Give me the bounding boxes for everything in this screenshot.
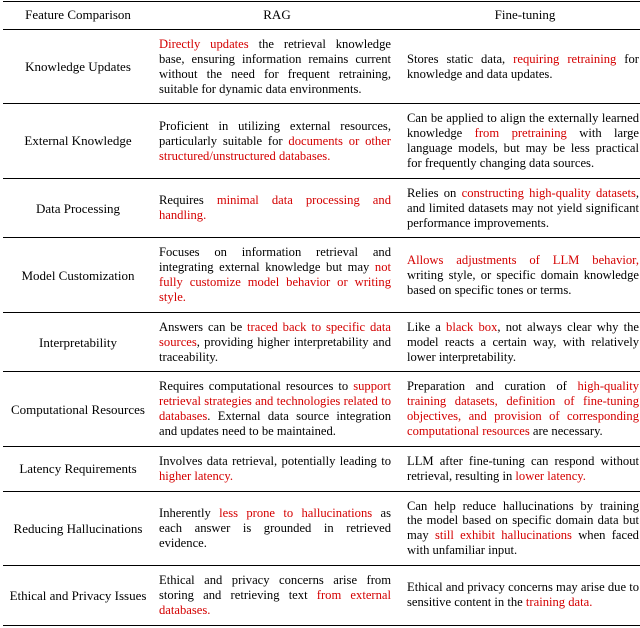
plain-text: Proficient in utilizing external resources, particularly suitable for xyxy=(159,118,391,148)
plain-text: for knowledge and data updates. xyxy=(407,51,639,81)
table-row xyxy=(3,312,640,372)
ft-cell xyxy=(401,30,640,104)
plain-text: Preparation and curation of xyxy=(407,379,578,394)
plain-text: Ethical and privacy concerns arise from storing and retrieving text xyxy=(159,573,391,602)
rag-cell xyxy=(153,104,401,178)
ft-cell xyxy=(401,491,640,565)
plain-text: Can help reduce hallucinations by training the model based on specific domain data but may xyxy=(407,498,639,543)
rag-cell xyxy=(153,30,401,104)
ft-cell xyxy=(401,104,640,178)
highlighted-text: still exhibit hallucinations xyxy=(434,528,572,543)
table-row xyxy=(3,104,640,178)
plain-text: Stores static data, xyxy=(407,51,514,66)
plain-text: Relies on xyxy=(407,185,462,200)
plain-text: . External data source integration and updates need to be maintained. xyxy=(159,409,391,439)
plain-text: Can be applied to align the externally learned knowledge xyxy=(407,111,639,141)
table-row xyxy=(3,491,640,565)
plain-text: Like a xyxy=(407,319,447,334)
plain-text: Inherently xyxy=(159,506,220,521)
plain-text: Focuses on information retrieval and integrating external knowledge but may xyxy=(159,245,391,275)
highlighted-text: Allows adjustments of LLM behavior, xyxy=(407,252,639,267)
feature-cell: Ethical and Privacy Issues xyxy=(9,587,147,603)
highlighted-text: not fully customize model behavior or writing style. xyxy=(159,260,391,305)
table-row xyxy=(3,238,640,312)
plain-text: when faced with unfamiliar input. xyxy=(407,528,639,558)
comparison-table xyxy=(3,1,640,626)
feature-cell: Computational Resources xyxy=(3,372,153,446)
highlighted-text: Directly updates xyxy=(159,37,249,51)
highlighted-text: from external databases. xyxy=(159,587,391,617)
table-row xyxy=(3,30,640,104)
highlighted-text: constructing high-quality datasets xyxy=(461,185,636,200)
plain-text: the retrieval knowledge base, ensuring information remains current without the need for frequent retraining, suitable for dynamic data environments. xyxy=(159,37,391,96)
table-row xyxy=(3,566,640,626)
header-feature-comparison: Feature Comparison xyxy=(3,2,153,30)
feature-cell: External Knowledge xyxy=(3,104,153,178)
plain-text: are necessary. xyxy=(529,424,603,439)
highlighted-text: support retrieval strategies and technologies related to databases xyxy=(159,379,391,424)
highlighted-text: requiring retraining xyxy=(513,51,617,66)
highlighted-text: higher latency. xyxy=(159,468,234,483)
highlighted-text: black box xyxy=(446,319,498,334)
rag-cell xyxy=(153,178,401,238)
highlighted-text: from pretraining xyxy=(474,126,567,141)
rag-cell xyxy=(153,491,401,565)
plain-text: writing style, or specific domain knowledge based on specific tones or terms. xyxy=(407,267,639,297)
ft-cell xyxy=(401,312,640,372)
rag-cell xyxy=(153,238,401,312)
table-row xyxy=(3,372,640,446)
feature-cell: Reducing Hallucinations xyxy=(3,491,153,565)
feature-cell: Latency Requirements xyxy=(3,446,153,491)
feature-cell: Interpretability xyxy=(3,312,153,372)
plain-text: Requires computational resources to xyxy=(159,379,354,394)
feature-cell: Knowledge Updates xyxy=(3,30,153,104)
plain-text: with large language models, but may be less practical for frequently changing data sources. xyxy=(407,126,639,171)
plain-text: , providing higher interpretability and traceability. xyxy=(159,334,391,364)
highlighted-text: documents or other structured/unstructured databases. xyxy=(159,133,391,163)
plain-text: , not always clear why the model reacts a certain way, with relatively lower interpretability. xyxy=(407,319,640,364)
highlighted-text: training data. xyxy=(525,595,593,610)
plain-text: , and limited datasets may not yield significant performance improvements. xyxy=(407,185,640,230)
ft-cell xyxy=(401,566,640,626)
rag-cell xyxy=(153,446,401,491)
ft-cell xyxy=(401,238,640,312)
plain-text: Involves data retrieval, potentially leading to xyxy=(159,453,391,468)
highlighted-text: less prone to hallucinations xyxy=(219,506,373,521)
plain-text: Answers can be xyxy=(159,319,248,334)
table-body xyxy=(3,30,640,626)
ft-cell xyxy=(401,372,640,446)
highlighted-text: traced back to specific data sources xyxy=(159,319,391,349)
plain-text: Ethical and privacy concerns may arise due to sensitive content in the xyxy=(407,580,639,610)
rag-cell xyxy=(153,566,401,626)
rag-cell xyxy=(153,312,401,372)
plain-text: as each answer is grounded in retrieved evidence. xyxy=(159,506,391,550)
header-row xyxy=(3,2,640,30)
table-row xyxy=(3,446,640,491)
table-row xyxy=(3,178,640,238)
plain-text: Requires xyxy=(159,193,217,208)
header-rag: RAG xyxy=(153,2,401,30)
plain-text: LLM after fine-tuning can respond without retrieval, resulting in xyxy=(407,453,639,483)
ft-cell xyxy=(401,446,640,491)
feature-cell: Data Processing xyxy=(3,178,153,238)
ft-cell xyxy=(401,178,640,238)
highlighted-text: minimal data processing and handling. xyxy=(159,193,391,223)
feature-cell: Model Customization xyxy=(3,238,153,312)
table-header xyxy=(3,2,640,30)
highlighted-text: high-quality training datasets, definition of fine-tuning objectives, and provision of corresponding computational resources xyxy=(407,379,639,439)
rag-cell xyxy=(153,372,401,446)
header-fine-tuning: Fine-tuning xyxy=(401,2,640,30)
highlighted-text: lower latency. xyxy=(515,468,586,483)
